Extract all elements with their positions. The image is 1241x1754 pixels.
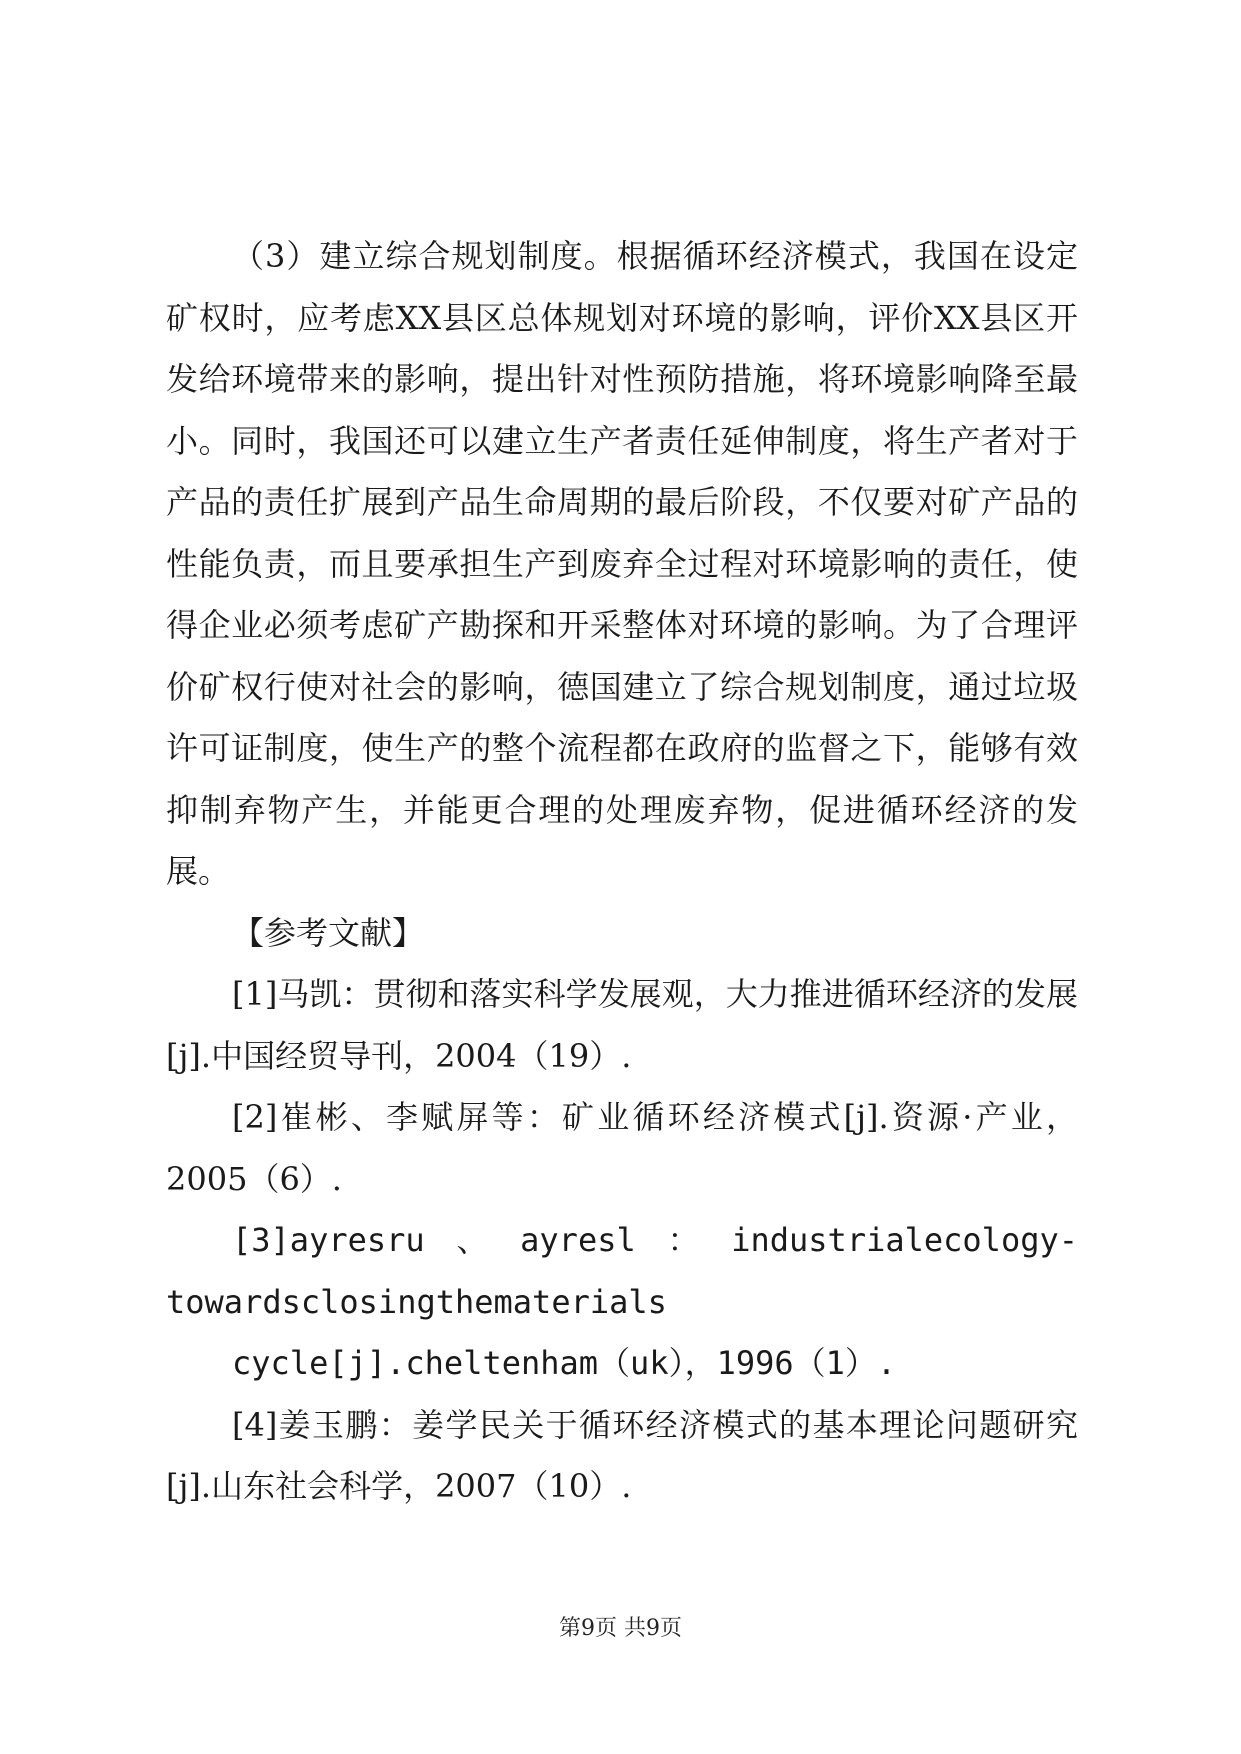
reference-3-line-1 (166, 1210, 1078, 1272)
reference-3-separator: 、 (456, 1221, 489, 1259)
reference-3-colon: ： (667, 1221, 700, 1259)
reference-item-3 (166, 1210, 1078, 1395)
page-content (166, 226, 1078, 1518)
reference-item-1: [1]马凯：贯彻和落实科学发展观，大力推进循环经济的发展[j].中国经贸导刊，2004（19）. (166, 975, 1078, 1075)
reference-3-line-3: cycle[j].cheltenham（uk），1996（1）. (232, 1344, 897, 1382)
body-paragraph: （3）建立综合规划制度。根据循环经济模式，我国在设定矿权时，应考虑XX县区总体规划对环境的影响，评价XX县区开发给环境带来的影响，提出针对性预防措施，将环境影响降至最小。同时，我国还可以建立生产者责任延伸制度，将生产者对于产品的责任扩展到产品生命周期的最后阶段，不仅要对矿产品的性能负责，而且要承担生产到废弃全过程对环境影响的责任，使得企业必须考虑矿产勘探和开采整体对环境的影响。为了合理评价矿权行使对社会的影响，德国建立了综合规划制度，通过垃圾许可证制度，使生产的整个流程都在政府的监督之下，能够有效抑制弃物产生，并能更合理的处理废弃物，促进循环经济的发展。 (166, 237, 1078, 890)
reference-3-author-1: [3]ayresru (232, 1221, 425, 1259)
reference-item-4: [4]姜玉鹏：姜学民关于循环经济模式的基本理论问题研究[j].山东社会科学，2007（10）. (166, 1405, 1078, 1505)
references-heading: 【参考文献】 (232, 913, 425, 952)
reference-3-title-start: industrialecology- (731, 1221, 1078, 1259)
page-number-footer: 第9页 共9页 (559, 1616, 682, 1641)
reference-item-2: [2]崔彬、李赋屏等：矿业循环经济模式[j].资源·产业，2005（6）. (166, 1098, 1078, 1198)
reference-3-author-2: ayresl (520, 1221, 636, 1259)
reference-3-line-2: towardsclosingthematerials (166, 1282, 667, 1321)
